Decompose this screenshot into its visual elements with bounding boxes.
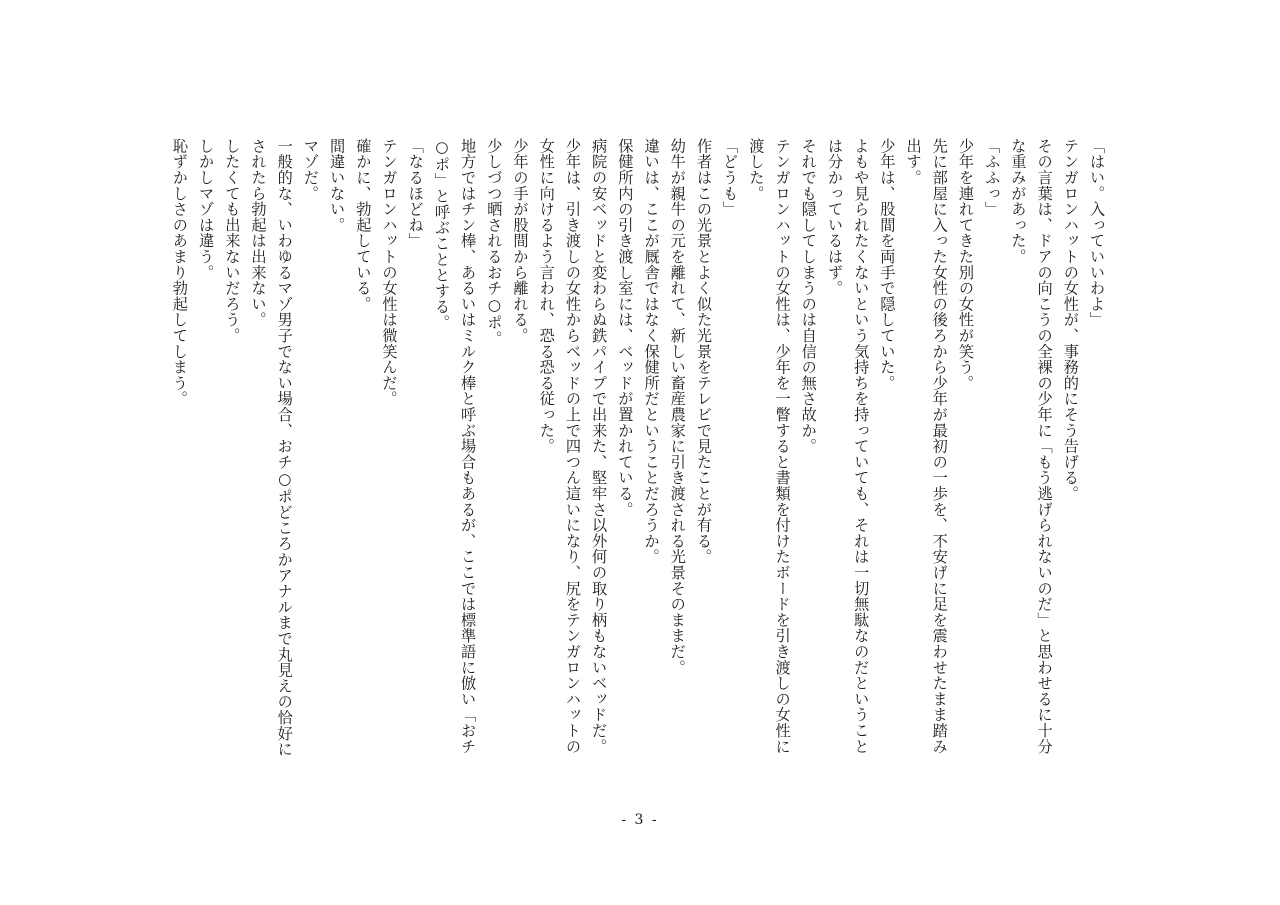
text-line: 保健所内の引き渡し室には、ベッドが置かれている。 bbox=[616, 138, 635, 518]
text-line: 「ふふっ」 bbox=[983, 138, 1002, 217]
text-line: 出す。 bbox=[904, 138, 923, 186]
text-line: 作者はこの光景とよく似た光景をテレビで見たことが有る。 bbox=[694, 138, 713, 565]
text-line: 「どうも」 bbox=[721, 138, 740, 217]
text-line: 病院の安ベッドと変わらぬ鉄パイプで出来た、堅牢さ以外何の取り柄もないベッドだ。 bbox=[590, 138, 609, 755]
text-line: されたら勃起は出来ない。 bbox=[249, 138, 268, 328]
text-line: 一般的な、いわゆるマゾ男子でない場合、おチ○ポどころかアナルまで丸見えの恰好に bbox=[275, 138, 294, 757]
text-line: しかしマゾは違う。 bbox=[197, 138, 216, 281]
text-line: 「はい。入っていいわよ」 bbox=[1088, 138, 1106, 328]
text-line: 違いは、ここが厩舎ではなく保健所だということだろうか。 bbox=[642, 138, 661, 565]
text-line: したくても出来ないだろう。 bbox=[223, 138, 242, 344]
text-line: 少年を連れてきた別の女性が笑う。 bbox=[956, 138, 975, 391]
text-line: それでも隠してしまうのは自信の無さ故か。 bbox=[799, 138, 818, 454]
text-line: テンガロンハットの女性が、事務的にそう告げる。 bbox=[1061, 138, 1080, 502]
text-line: 少しづつ晒されるおチ○ポ。 bbox=[485, 138, 504, 347]
text-line: 女性に向けるよう言われ、恐る恐る従った。 bbox=[537, 138, 556, 454]
text-line: マゾだ。 bbox=[301, 138, 320, 202]
text-line: テンガロンハットの女性は微笑んだ。 bbox=[380, 138, 399, 407]
text-line: よもや見られたくないという気持ちを持っていても、それは一切無駄なのだということ bbox=[852, 138, 871, 755]
text-line: 少年の手が股間から離れる。 bbox=[511, 138, 530, 344]
text-line: 確かに、勃起している。 bbox=[354, 138, 373, 312]
page-number: - 3 - bbox=[621, 812, 659, 828]
text-line: 間違いない。 bbox=[328, 138, 347, 233]
vertical-text-body bbox=[167, 138, 1110, 788]
text-line: 幼牛が親牛の元を離れて、新しい畜産農家に引き渡される光景そのままだ。 bbox=[668, 138, 687, 676]
text-line: その言葉は、ドアの向こうの全裸の少年に「もう逃げられないのだ」と思わせるに十分 bbox=[1035, 138, 1054, 755]
text-line: 渡した。 bbox=[747, 138, 766, 202]
text-line: ○ポ」と呼ぶこととする。 bbox=[432, 138, 451, 331]
text-line: 先に部屋に入った女性の後ろから少年が最初の一歩を、不安げに足を震わせたまま踏み bbox=[930, 138, 949, 755]
text-line: は分かっているはず。 bbox=[825, 138, 844, 296]
text-line: 少年は、股間を両手で隠していた。 bbox=[878, 138, 897, 391]
text-line: 「なるほどね」 bbox=[406, 138, 425, 249]
text-line: テンガロンハットの女性は、少年を一瞥すると書類を付けたボードを引き渡しの女性に bbox=[773, 138, 792, 755]
text-line: な重みがあった。 bbox=[1009, 138, 1028, 265]
text-line: 少年は、引き渡しの女性からベッドの上で四つん這いになり、尻をテンガロンハットの bbox=[563, 138, 582, 755]
text-line: 地方ではチン棒、あるいはミルク棒と呼ぶ場合もあるが、ここでは標準語に倣い「おチ bbox=[459, 138, 478, 755]
text-line: 恥ずかしさのあまり勃起してしまう。 bbox=[170, 138, 189, 407]
